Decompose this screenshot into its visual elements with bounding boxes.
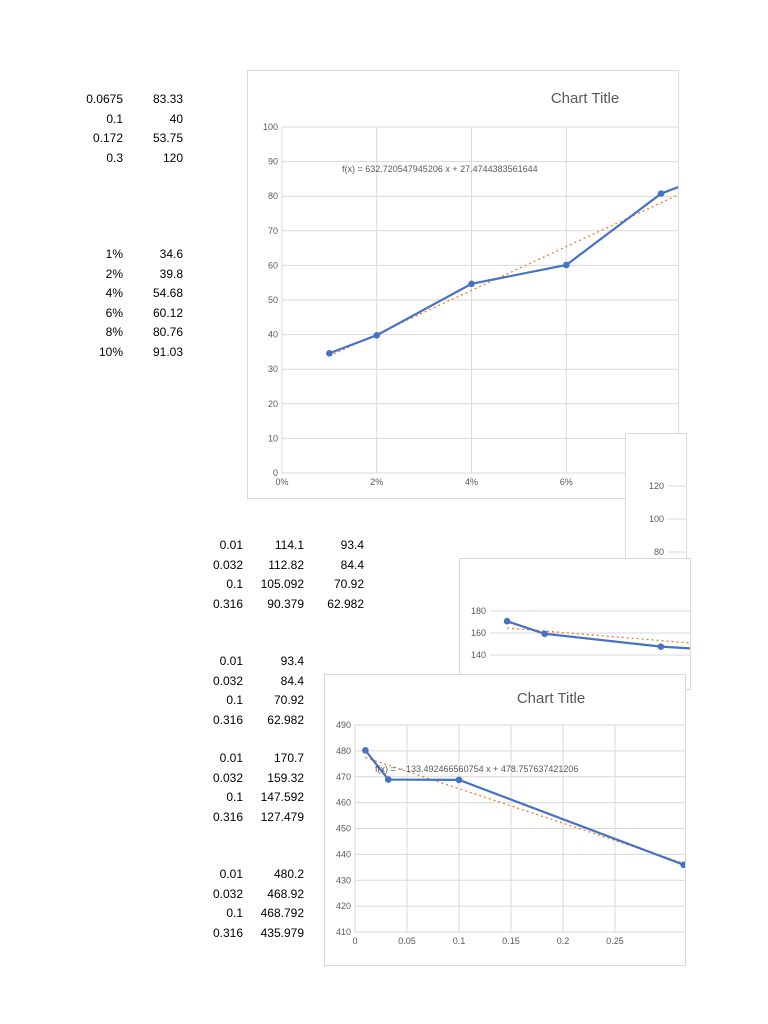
cell-block_f-r1-c0[interactable]: 0.032 xyxy=(212,886,243,901)
cell-block_e-r0-c0[interactable]: 0.01 xyxy=(219,751,243,765)
cell-block_f-r0-c0[interactable]: 0.01 xyxy=(219,867,243,881)
cell-block_b-r1-c0[interactable]: 2% xyxy=(105,266,123,281)
y-tick-label: 80 xyxy=(653,547,664,557)
cell-block_a-r3-c1[interactable]: 120 xyxy=(162,150,183,165)
data-point xyxy=(456,777,463,784)
cell-block_d-r1-c0[interactable]: 0.032 xyxy=(212,673,243,688)
chart-percent-svg xyxy=(248,71,678,498)
y-tick-label: 40 xyxy=(267,329,278,340)
y-tick-label: 430 xyxy=(335,875,351,886)
data-point xyxy=(385,776,392,783)
y-tick-label: 60 xyxy=(267,260,278,271)
y-tick-label: 100 xyxy=(648,514,664,524)
trendline xyxy=(329,159,678,356)
cell-block_d-r1-c1[interactable]: 84.4 xyxy=(280,673,304,688)
data-point xyxy=(362,747,369,754)
cell-block_a-r0-c1[interactable]: 83.33 xyxy=(152,92,183,106)
cell-block_b-r3-c1[interactable]: 60.12 xyxy=(152,305,183,320)
cell-block_b-r5-c0[interactable]: 10% xyxy=(98,344,123,359)
y-tick-label: 180 xyxy=(470,606,486,616)
plot-area xyxy=(326,155,678,357)
cell-block_a-r1-c0[interactable]: 0.1 xyxy=(106,111,123,126)
cell-block_a-r3-c0[interactable]: 0.3 xyxy=(106,150,123,165)
y-tick-label: 30 xyxy=(267,364,278,375)
x-tick-label: 0% xyxy=(275,477,289,487)
cell-block_c-r2-c0[interactable]: 0.1 xyxy=(226,577,243,591)
data-point xyxy=(326,350,333,357)
cell-block_c-r3-c0[interactable]: 0.316 xyxy=(212,596,243,611)
chart-panel-bottom[interactable] xyxy=(324,674,686,966)
chart-panel-percent[interactable] xyxy=(247,70,679,499)
cell-block_c-r2-c2[interactable]: 70.92 xyxy=(333,577,364,591)
data-point xyxy=(658,643,665,650)
cell-block_f-r2-c0[interactable]: 0.1 xyxy=(226,906,243,920)
y-tick-label: 80 xyxy=(267,191,278,202)
cell-block_d-r3-c1[interactable]: 62.982 xyxy=(267,712,304,727)
data-point xyxy=(563,262,570,269)
cell-block_b-r3-c0[interactable]: 6% xyxy=(105,305,123,320)
cell-block_c-r1-c2[interactable]: 84.4 xyxy=(340,557,364,572)
series-line xyxy=(329,158,678,353)
cell-block_c-r1-c0[interactable]: 0.032 xyxy=(212,557,243,572)
y-tick-label: 460 xyxy=(335,797,351,808)
chart-title: Chart Title xyxy=(516,690,586,707)
cell-block_b-r0-c1[interactable]: 34.6 xyxy=(159,247,183,261)
trendline-equation: f(x) = 632.720547945206 x + 27.4744383561644 xyxy=(342,164,538,174)
x-tick-label: 0.15 xyxy=(502,936,520,946)
y-tick-label: 410 xyxy=(335,927,351,937)
cell-block_b-r4-c1[interactable]: 80.76 xyxy=(152,325,183,339)
cell-block_c-r0-c2[interactable]: 93.4 xyxy=(340,538,364,552)
x-tick-label: 4% xyxy=(465,477,479,487)
y-tick-label: 470 xyxy=(335,771,351,782)
x-tick-label: 0.1 xyxy=(452,936,466,946)
cell-block_f-r0-c1[interactable]: 480.2 xyxy=(273,867,304,881)
y-tick-label: 490 xyxy=(335,720,351,730)
y-tick-label: 70 xyxy=(267,225,278,236)
y-tick-label: 10 xyxy=(267,433,278,444)
data-point xyxy=(373,332,380,339)
y-tick-label: 100 xyxy=(262,122,278,132)
cell-block_f-r2-c1[interactable]: 468.792 xyxy=(260,906,304,920)
data-point xyxy=(468,281,475,288)
data-point xyxy=(680,861,685,868)
cell-block_e-r1-c0[interactable]: 0.032 xyxy=(212,770,243,785)
cell-block_b-r1-c1[interactable]: 39.8 xyxy=(159,266,183,281)
x-tick-label: 2% xyxy=(370,477,384,487)
y-tick-label: 0 xyxy=(272,468,278,478)
cell-block_e-r3-c0[interactable]: 0.316 xyxy=(212,809,243,824)
cell-block_a-r1-c1[interactable]: 40 xyxy=(169,111,183,126)
plot-area xyxy=(504,618,690,672)
chart-bottom-svg xyxy=(325,675,685,965)
cell-block_f-r3-c0[interactable]: 0.316 xyxy=(212,925,243,940)
y-tick-label: 440 xyxy=(335,849,351,860)
cell-block_c-r3-c1[interactable]: 90.379 xyxy=(267,596,304,611)
data-point xyxy=(658,190,665,197)
x-tick-label: 0.25 xyxy=(606,936,624,946)
cell-block_e-r2-c1[interactable]: 147.592 xyxy=(260,790,304,804)
cell-block_e-r2-c0[interactable]: 0.1 xyxy=(226,790,243,804)
cell-block_c-r0-c0[interactable]: 0.01 xyxy=(219,538,243,552)
chart-middle-svg xyxy=(460,559,690,689)
chart-panel-hidden[interactable] xyxy=(625,433,687,575)
y-tick-label: 20 xyxy=(267,398,278,409)
cell-block_b-r5-c1[interactable]: 91.03 xyxy=(152,344,183,359)
x-tick-label: 6% xyxy=(559,477,573,487)
cell-block_e-r1-c1[interactable]: 159.32 xyxy=(267,770,304,785)
x-tick-label: 0.05 xyxy=(398,936,416,946)
cell-block_c-r2-c1[interactable]: 105.092 xyxy=(260,577,304,591)
y-tick-label: 420 xyxy=(335,901,351,912)
trendline-equation: f(x) = − 133.492466560754 x + 478.757637421206 xyxy=(375,764,579,774)
cell-block_b-r0-c0[interactable]: 1% xyxy=(105,247,123,261)
cell-block_a-r2-c0[interactable]: 0.172 xyxy=(92,131,123,145)
cell-block_d-r2-c1[interactable]: 70.92 xyxy=(273,693,304,707)
cell-block_c-r3-c2[interactable]: 62.982 xyxy=(327,596,364,611)
cell-block_b-r4-c0[interactable]: 8% xyxy=(105,325,123,339)
cell-block_e-r3-c1[interactable]: 127.479 xyxy=(260,809,304,824)
cell-block_c-r1-c1[interactable]: 112.82 xyxy=(268,557,304,572)
cell-block_f-r1-c1[interactable]: 468.92 xyxy=(267,886,304,901)
y-tick-label: 120 xyxy=(648,481,664,491)
cell-block_d-r0-c1[interactable]: 93.4 xyxy=(280,654,304,668)
y-tick-label: 90 xyxy=(267,156,278,167)
cell-block_d-r0-c0[interactable]: 0.01 xyxy=(219,654,243,668)
cell-block_a-r2-c1[interactable]: 53.75 xyxy=(152,131,183,145)
cell-block_a-r0-c0[interactable]: 0.0675 xyxy=(86,92,123,106)
chart-title: Chart Title xyxy=(550,90,620,107)
cell-block_b-r2-c1[interactable]: 54.68 xyxy=(152,286,183,300)
cell-block_e-r0-c1[interactable]: 170.7 xyxy=(273,751,304,765)
cell-block_c-r0-c1[interactable]: 114.1 xyxy=(274,538,304,552)
y-tick-label: 140 xyxy=(470,650,486,660)
cell-block_d-r3-c0[interactable]: 0.316 xyxy=(212,712,243,727)
y-tick-label: 480 xyxy=(335,745,351,756)
cell-block_f-r3-c1[interactable]: 435.979 xyxy=(260,925,304,940)
chart-hidden-svg xyxy=(626,434,686,574)
chart-panel-middle[interactable] xyxy=(459,558,691,690)
cell-block_d-r2-c0[interactable]: 0.1 xyxy=(226,693,243,707)
data-point xyxy=(541,630,548,637)
y-tick-label: 450 xyxy=(335,823,351,834)
x-tick-label: 0 xyxy=(352,936,358,946)
x-tick-label: 0.2 xyxy=(556,936,570,946)
y-tick-label: 160 xyxy=(470,628,486,638)
y-tick-label: 50 xyxy=(267,295,278,305)
cell-block_b-r2-c0[interactable]: 4% xyxy=(105,286,123,300)
data-point xyxy=(504,618,511,625)
